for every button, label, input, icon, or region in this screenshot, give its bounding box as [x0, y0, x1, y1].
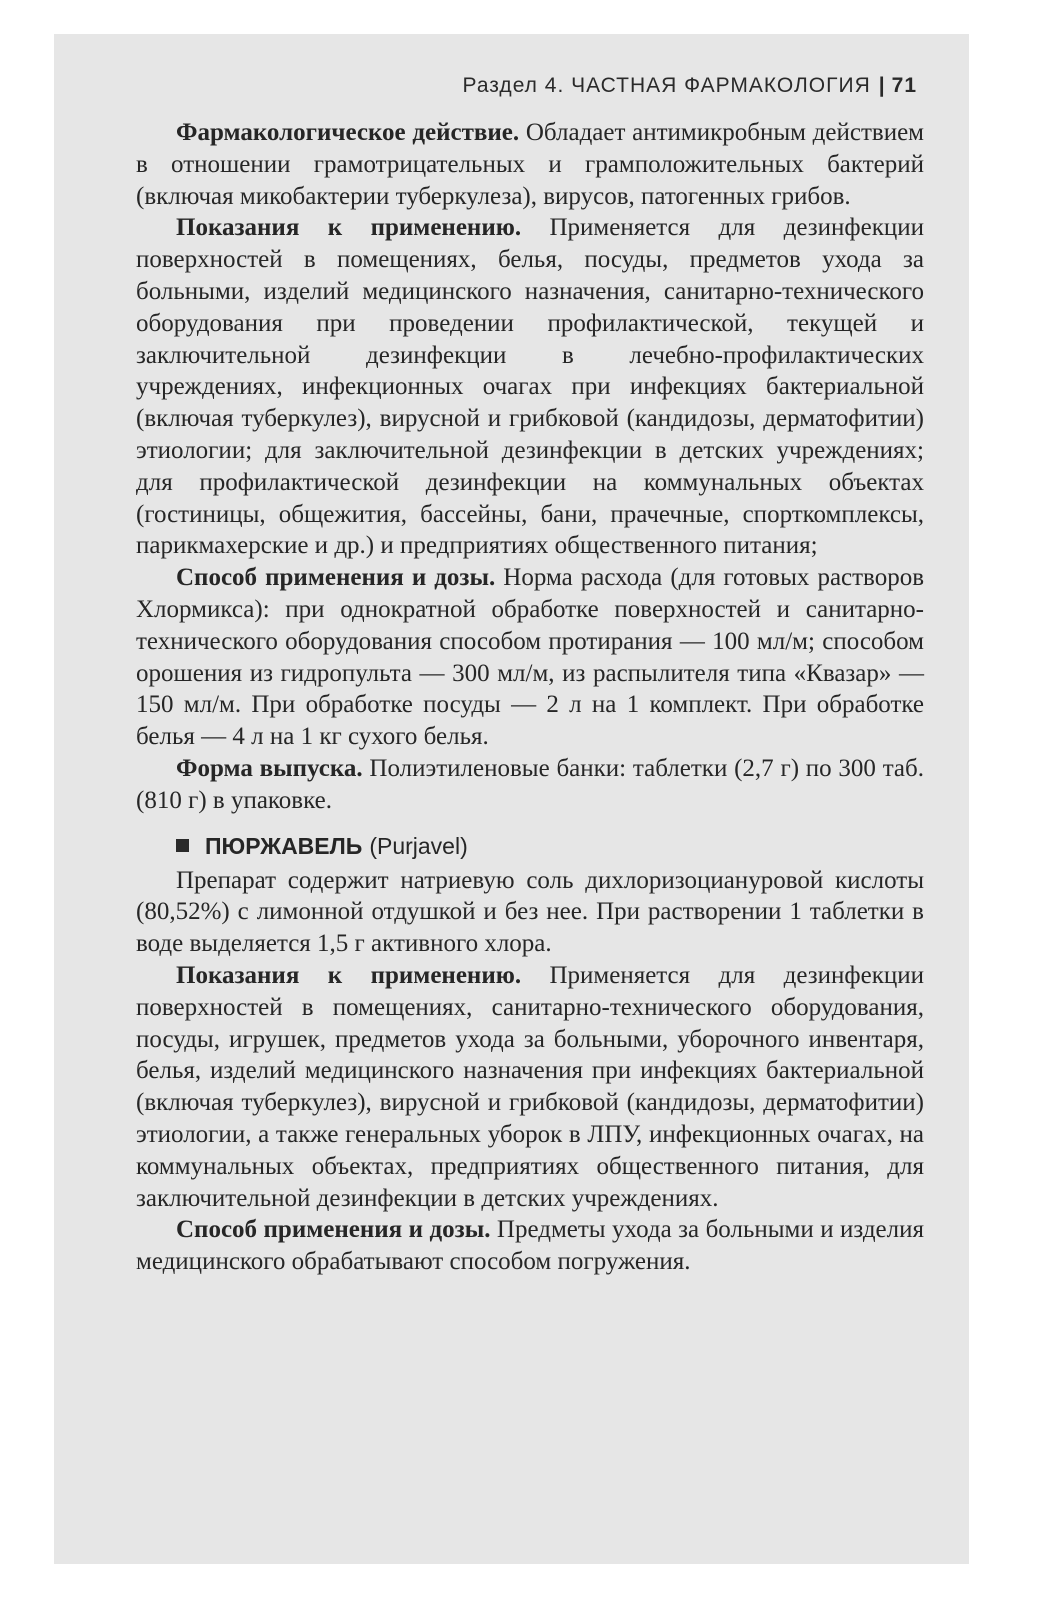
paragraph-label: Форма выпуска.	[176, 754, 363, 782]
paragraph-label: Фармакологическое действие.	[176, 119, 520, 146]
paragraph-indications-2	[136, 960, 924, 1214]
drug-heading	[176, 831, 924, 861]
paragraph-indications	[136, 212, 924, 562]
paragraph-release-form	[136, 753, 924, 817]
paragraph-label: Способ применения и дозы.	[176, 1216, 491, 1244]
paragraph-text: Полиэтиленовые банки: таблетки (2,7 г) по 300 таб. (810 г) в упаковке.	[136, 754, 924, 814]
page-number: 71	[891, 74, 917, 97]
paragraph-text: Применяется для дезинфекции поверхностей в помещениях, санитарно-технического оборудования, посуды, игрушек, предметов ухода за больными, уборочного инвентаря, белья, изделий медицинского назначения при инфекциях бактериальной (включая туберкулез), вирусной и грибковой (кандидозы, дерматофитии) этиологии, а также генеральных уборок в ЛПУ, инфекционных очагах, на коммунальных объектах, предприятиях общественного питания, для заключительной дезинфекции в детских учреждениях.	[136, 961, 924, 1212]
paragraph-label: Показания к применению.	[176, 961, 522, 989]
running-header	[463, 74, 917, 98]
paragraph-pharmacological-action	[136, 117, 924, 212]
paragraph-text: Обладает антимикробным действием в отношении грамотрицательных и грамположительных бактерий (включая микобактерии туберкулеза), вирусов, патогенных грибов.	[136, 119, 924, 210]
paragraph-label: Показания к применению.	[176, 214, 522, 242]
bullet-square-icon	[176, 839, 189, 852]
paragraph-label: Способ применения и дозы.	[176, 564, 496, 592]
paragraph-text: Применяется для дезинфекции поверхностей в помещениях, белья, посуды, предметов ухода за больными, изделий медицинского назначения, санитарно-технического оборудования при проведении профилактической, текущей и заключительной дезинфекции в лечебно-профилактических учреждениях, инфекционных очагах при инфекциях бактериальной (включая туберкулез), вирусной и грибковой (кандидозы, дерматофитии) этиологии; для заключительной дезинфекции в детских учреждениях; для профилактической дезинфекции на коммунальных объектах (гостиницы, общежития, бассейны, бани, прачечные, спорткомплексы, парикмахерские и др.) и предприятиях общественного питания;	[136, 214, 924, 560]
section-title: Раздел 4. ЧАСТНАЯ ФАРМАКОЛОГИЯ	[462, 74, 871, 97]
drug-name: ПЮРЖАВЕЛЬ	[205, 832, 363, 859]
paragraph-dosage	[136, 562, 924, 753]
paragraph-text: Норма расхода (для готовых растворов Хлормикса): при однократной обработке поверхностей и санитарно-технического оборудования способом протирания — 100 мл/м; способом орошения из гидропульта — 300 мл/м, из распылителя типа «Квазар» — 150 мл/м. При обработке посуды — 2 л на 1 комплект. При обработке белья — 4 л на 1 кг сухого белья.	[136, 564, 924, 751]
paragraph-text: Предметы ухода за больными и изделия медицинского обрабатывают способом погружения.	[136, 1216, 924, 1276]
body-text	[136, 117, 924, 1278]
header-separator: |	[878, 74, 886, 97]
drug-latin-name: (Purjavel)	[369, 832, 468, 859]
paragraph-dosage-2	[136, 1214, 924, 1278]
paragraph-composition: Препарат содержит натриевую соль дихлоризоциануровой кислоты (80,52%) с лимонной отдушкой и без нее. При растворении 1 таблетки в воде выделяется 1,5 г активного хлора.	[136, 866, 924, 958]
